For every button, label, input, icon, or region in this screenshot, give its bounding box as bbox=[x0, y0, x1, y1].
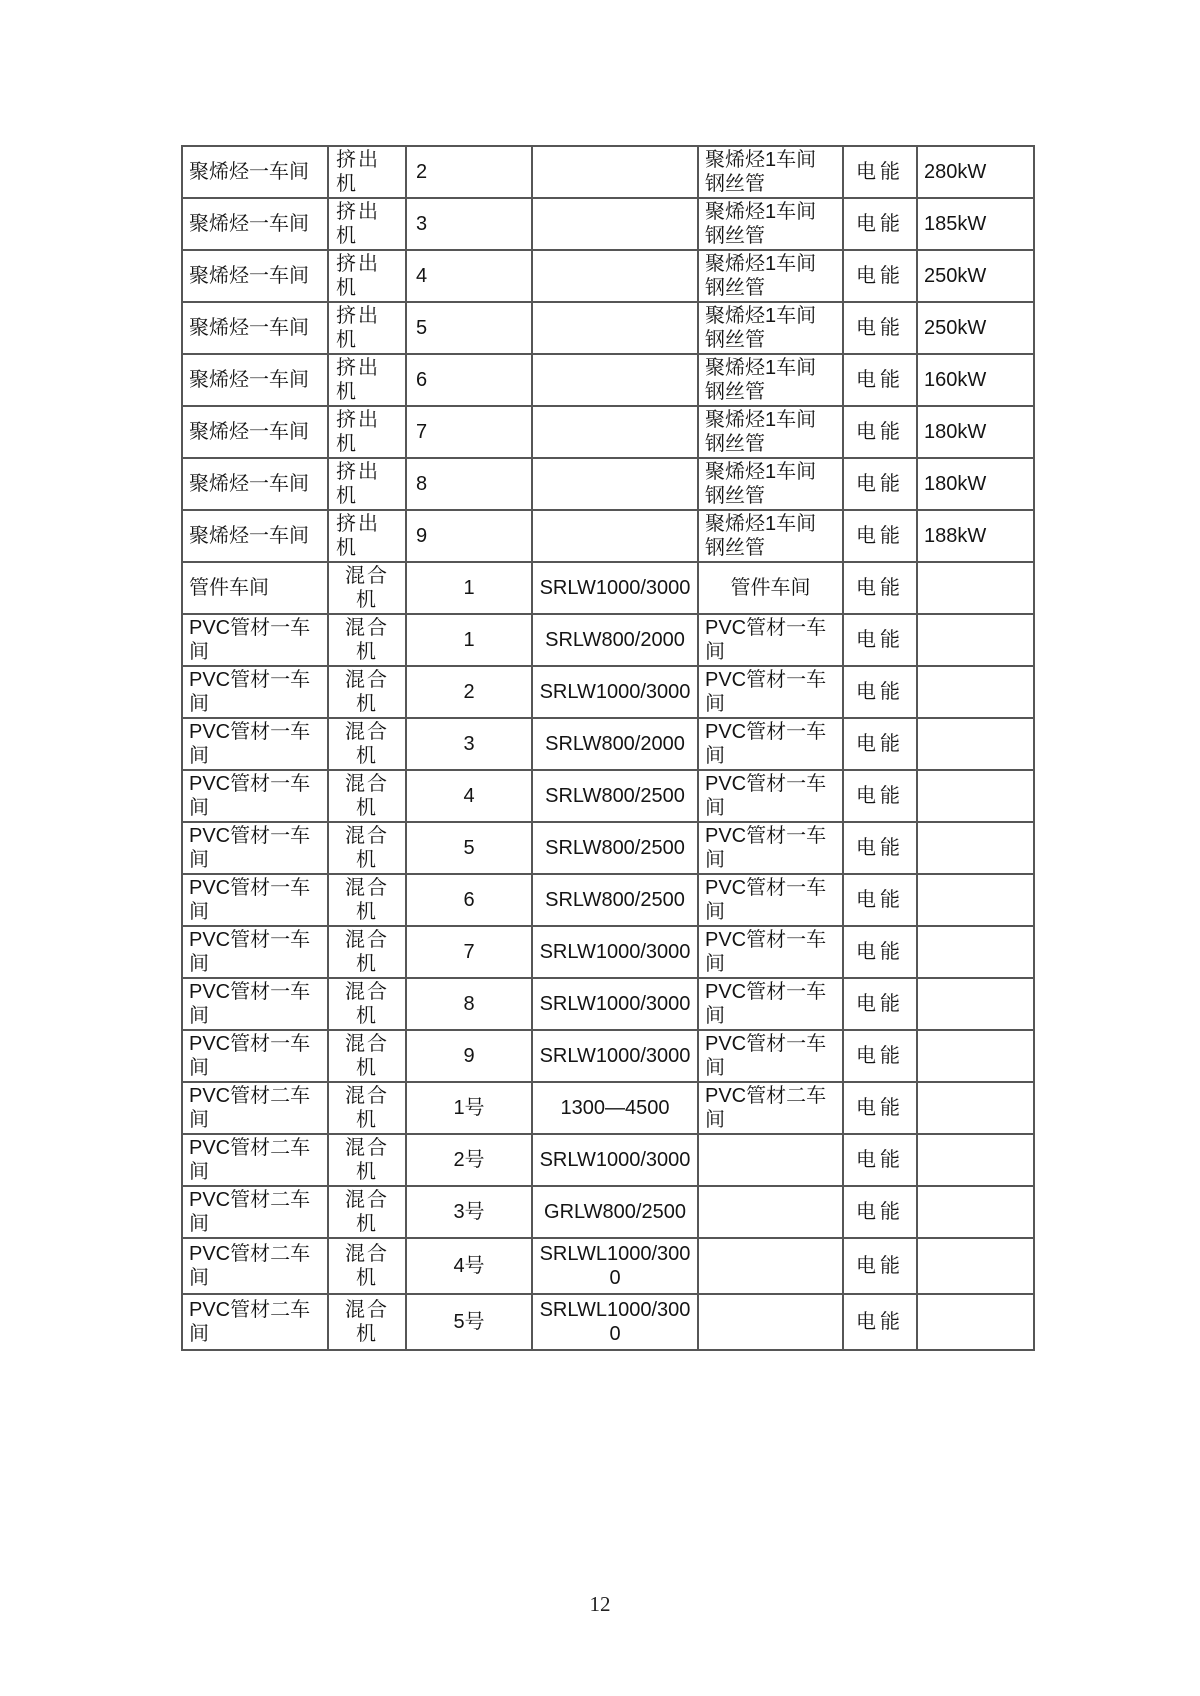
cell-location: PVC管材一车间 bbox=[698, 718, 843, 770]
cell-machine-type: 混合机 bbox=[328, 666, 406, 718]
equipment-table bbox=[181, 145, 1035, 1351]
table-row bbox=[182, 1030, 1034, 1082]
cell-energy-type: 电能 bbox=[843, 666, 917, 718]
cell-location: PVC管材一车间 bbox=[698, 666, 843, 718]
cell-power bbox=[917, 874, 1034, 926]
table-row bbox=[182, 510, 1034, 562]
cell-power bbox=[917, 770, 1034, 822]
cell-machine-type: 混合机 bbox=[328, 1238, 406, 1294]
cell-location: 管件车间 bbox=[698, 562, 843, 614]
cell-number: 6 bbox=[406, 874, 532, 926]
cell-location: PVC管材一车间 bbox=[698, 1030, 843, 1082]
cell-machine-type: 混合机 bbox=[328, 1030, 406, 1082]
cell-location: PVC管材一车间 bbox=[698, 874, 843, 926]
cell-power bbox=[917, 1082, 1034, 1134]
cell-machine-type: 挤出机 bbox=[328, 510, 406, 562]
cell-location: 聚烯烃1车间钢丝管 bbox=[698, 146, 843, 198]
cell-workshop: PVC管材一车间 bbox=[182, 718, 328, 770]
cell-power: 250kW bbox=[917, 302, 1034, 354]
cell-energy-type: 电能 bbox=[843, 770, 917, 822]
table-row bbox=[182, 1186, 1034, 1238]
table-row bbox=[182, 354, 1034, 406]
table-row bbox=[182, 666, 1034, 718]
cell-location bbox=[698, 1238, 843, 1294]
cell-workshop: PVC管材二车间 bbox=[182, 1294, 328, 1350]
table-row bbox=[182, 1082, 1034, 1134]
cell-power bbox=[917, 822, 1034, 874]
cell-number: 8 bbox=[406, 978, 532, 1030]
cell-machine-type: 混合机 bbox=[328, 978, 406, 1030]
cell-number: 2 bbox=[406, 666, 532, 718]
page-number: 12 bbox=[589, 1592, 611, 1616]
cell-model: SRLW1000/3000 bbox=[532, 562, 698, 614]
cell-workshop: 聚烯烃一车间 bbox=[182, 302, 328, 354]
cell-machine-type: 混合机 bbox=[328, 1294, 406, 1350]
cell-number: 1 bbox=[406, 614, 532, 666]
cell-energy-type: 电能 bbox=[843, 1082, 917, 1134]
cell-model: SRLW800/2500 bbox=[532, 770, 698, 822]
cell-power: 160kW bbox=[917, 354, 1034, 406]
cell-model bbox=[532, 458, 698, 510]
cell-energy-type: 电能 bbox=[843, 978, 917, 1030]
cell-power: 280kW bbox=[917, 146, 1034, 198]
table-row bbox=[182, 926, 1034, 978]
cell-machine-type: 挤出机 bbox=[328, 354, 406, 406]
cell-energy-type: 电能 bbox=[843, 146, 917, 198]
table-row bbox=[182, 978, 1034, 1030]
cell-power: 180kW bbox=[917, 406, 1034, 458]
cell-power bbox=[917, 562, 1034, 614]
cell-number: 2号 bbox=[406, 1134, 532, 1186]
cell-model bbox=[532, 250, 698, 302]
cell-power: 180kW bbox=[917, 458, 1034, 510]
cell-model: SRLW1000/3000 bbox=[532, 666, 698, 718]
cell-energy-type: 电能 bbox=[843, 406, 917, 458]
cell-energy-type: 电能 bbox=[843, 250, 917, 302]
cell-location: PVC管材一车间 bbox=[698, 770, 843, 822]
cell-location: 聚烯烃1车间钢丝管 bbox=[698, 302, 843, 354]
table-row bbox=[182, 770, 1034, 822]
cell-machine-type: 混合机 bbox=[328, 1186, 406, 1238]
cell-energy-type: 电能 bbox=[843, 302, 917, 354]
cell-model: SRLW1000/3000 bbox=[532, 926, 698, 978]
cell-power bbox=[917, 978, 1034, 1030]
cell-power bbox=[917, 666, 1034, 718]
cell-power bbox=[917, 614, 1034, 666]
cell-model bbox=[532, 302, 698, 354]
cell-location: PVC管材一车间 bbox=[698, 926, 843, 978]
cell-number: 9 bbox=[406, 1030, 532, 1082]
cell-model bbox=[532, 510, 698, 562]
cell-number: 5 bbox=[406, 822, 532, 874]
cell-energy-type: 电能 bbox=[843, 926, 917, 978]
cell-model: SRLW800/2500 bbox=[532, 874, 698, 926]
cell-number: 3 bbox=[406, 198, 532, 250]
cell-location bbox=[698, 1186, 843, 1238]
cell-number: 5 bbox=[406, 302, 532, 354]
cell-power bbox=[917, 1238, 1034, 1294]
cell-energy-type: 电能 bbox=[843, 1030, 917, 1082]
cell-workshop: 聚烯烃一车间 bbox=[182, 354, 328, 406]
cell-machine-type: 混合机 bbox=[328, 926, 406, 978]
cell-machine-type: 挤出机 bbox=[328, 146, 406, 198]
cell-number: 8 bbox=[406, 458, 532, 510]
cell-number: 9 bbox=[406, 510, 532, 562]
cell-model: SRLW1000/3000 bbox=[532, 978, 698, 1030]
cell-number: 4 bbox=[406, 250, 532, 302]
table-row bbox=[182, 146, 1034, 198]
cell-workshop: 聚烯烃一车间 bbox=[182, 406, 328, 458]
cell-workshop: PVC管材一车间 bbox=[182, 666, 328, 718]
cell-workshop: PVC管材一车间 bbox=[182, 614, 328, 666]
cell-location bbox=[698, 1294, 843, 1350]
cell-machine-type: 混合机 bbox=[328, 1134, 406, 1186]
cell-power bbox=[917, 718, 1034, 770]
cell-machine-type: 混合机 bbox=[328, 718, 406, 770]
cell-power bbox=[917, 1030, 1034, 1082]
cell-model: SRLW1000/3000 bbox=[532, 1030, 698, 1082]
table-row bbox=[182, 458, 1034, 510]
cell-workshop: PVC管材一车间 bbox=[182, 822, 328, 874]
table-row bbox=[182, 822, 1034, 874]
cell-model: GRLW800/2500 bbox=[532, 1186, 698, 1238]
cell-number: 7 bbox=[406, 406, 532, 458]
cell-location: PVC管材一车间 bbox=[698, 822, 843, 874]
cell-location: 聚烯烃1车间钢丝管 bbox=[698, 458, 843, 510]
cell-machine-type: 混合机 bbox=[328, 614, 406, 666]
cell-workshop: 管件车间 bbox=[182, 562, 328, 614]
cell-energy-type: 电能 bbox=[843, 510, 917, 562]
table-row bbox=[182, 1238, 1034, 1294]
equipment-table-body bbox=[182, 146, 1034, 1350]
cell-model bbox=[532, 146, 698, 198]
cell-location: PVC管材一车间 bbox=[698, 614, 843, 666]
cell-machine-type: 挤出机 bbox=[328, 458, 406, 510]
cell-model: SRLW800/2500 bbox=[532, 822, 698, 874]
cell-power bbox=[917, 1294, 1034, 1350]
table-row bbox=[182, 250, 1034, 302]
cell-energy-type: 电能 bbox=[843, 1238, 917, 1294]
table-row bbox=[182, 874, 1034, 926]
cell-energy-type: 电能 bbox=[843, 614, 917, 666]
cell-number: 4 bbox=[406, 770, 532, 822]
cell-model: SRLWL1000/3000 bbox=[532, 1238, 698, 1294]
cell-machine-type: 挤出机 bbox=[328, 302, 406, 354]
cell-workshop: PVC管材一车间 bbox=[182, 926, 328, 978]
cell-machine-type: 挤出机 bbox=[328, 198, 406, 250]
cell-location: 聚烯烃1车间钢丝管 bbox=[698, 510, 843, 562]
cell-machine-type: 混合机 bbox=[328, 874, 406, 926]
table-row bbox=[182, 718, 1034, 770]
cell-energy-type: 电能 bbox=[843, 562, 917, 614]
cell-workshop: 聚烯烃一车间 bbox=[182, 458, 328, 510]
cell-workshop: PVC管材二车间 bbox=[182, 1082, 328, 1134]
cell-workshop: 聚烯烃一车间 bbox=[182, 198, 328, 250]
cell-energy-type: 电能 bbox=[843, 458, 917, 510]
table-row bbox=[182, 302, 1034, 354]
cell-number: 4号 bbox=[406, 1238, 532, 1294]
cell-workshop: PVC管材一车间 bbox=[182, 874, 328, 926]
cell-machine-type: 挤出机 bbox=[328, 406, 406, 458]
cell-number: 3号 bbox=[406, 1186, 532, 1238]
cell-energy-type: 电能 bbox=[843, 1134, 917, 1186]
cell-model bbox=[532, 354, 698, 406]
table-row bbox=[182, 562, 1034, 614]
cell-power: 185kW bbox=[917, 198, 1034, 250]
cell-workshop: 聚烯烃一车间 bbox=[182, 146, 328, 198]
cell-machine-type: 挤出机 bbox=[328, 250, 406, 302]
cell-workshop: PVC管材一车间 bbox=[182, 1030, 328, 1082]
table-row bbox=[182, 614, 1034, 666]
cell-energy-type: 电能 bbox=[843, 198, 917, 250]
cell-machine-type: 混合机 bbox=[328, 1082, 406, 1134]
cell-power bbox=[917, 1186, 1034, 1238]
cell-number: 7 bbox=[406, 926, 532, 978]
cell-location: 聚烯烃1车间钢丝管 bbox=[698, 406, 843, 458]
cell-model: 1300—4500 bbox=[532, 1082, 698, 1134]
table-row bbox=[182, 1134, 1034, 1186]
cell-location bbox=[698, 1134, 843, 1186]
cell-number: 3 bbox=[406, 718, 532, 770]
cell-power bbox=[917, 1134, 1034, 1186]
cell-model: SRLWL1000/3000 bbox=[532, 1294, 698, 1350]
cell-workshop: 聚烯烃一车间 bbox=[182, 250, 328, 302]
cell-energy-type: 电能 bbox=[843, 354, 917, 406]
cell-number: 1号 bbox=[406, 1082, 532, 1134]
cell-energy-type: 电能 bbox=[843, 1294, 917, 1350]
cell-location: PVC管材二车间 bbox=[698, 1082, 843, 1134]
cell-workshop: PVC管材二车间 bbox=[182, 1134, 328, 1186]
cell-number: 5号 bbox=[406, 1294, 532, 1350]
cell-model: SRLW800/2000 bbox=[532, 614, 698, 666]
cell-location: 聚烯烃1车间钢丝管 bbox=[698, 250, 843, 302]
cell-number: 1 bbox=[406, 562, 532, 614]
cell-energy-type: 电能 bbox=[843, 1186, 917, 1238]
cell-energy-type: 电能 bbox=[843, 874, 917, 926]
cell-machine-type: 混合机 bbox=[328, 770, 406, 822]
cell-workshop: PVC管材一车间 bbox=[182, 978, 328, 1030]
cell-number: 2 bbox=[406, 146, 532, 198]
cell-model bbox=[532, 406, 698, 458]
cell-energy-type: 电能 bbox=[843, 718, 917, 770]
cell-workshop: PVC管材二车间 bbox=[182, 1238, 328, 1294]
cell-model: SRLW800/2000 bbox=[532, 718, 698, 770]
cell-machine-type: 混合机 bbox=[328, 822, 406, 874]
cell-workshop: PVC管材二车间 bbox=[182, 1186, 328, 1238]
cell-location: 聚烯烃1车间钢丝管 bbox=[698, 198, 843, 250]
table-row bbox=[182, 198, 1034, 250]
cell-number: 6 bbox=[406, 354, 532, 406]
table-row bbox=[182, 1294, 1034, 1350]
cell-energy-type: 电能 bbox=[843, 822, 917, 874]
cell-location: PVC管材一车间 bbox=[698, 978, 843, 1030]
cell-model bbox=[532, 198, 698, 250]
cell-workshop: 聚烯烃一车间 bbox=[182, 510, 328, 562]
cell-power bbox=[917, 926, 1034, 978]
cell-model: SRLW1000/3000 bbox=[532, 1134, 698, 1186]
cell-workshop: PVC管材一车间 bbox=[182, 770, 328, 822]
cell-power: 250kW bbox=[917, 250, 1034, 302]
cell-power: 188kW bbox=[917, 510, 1034, 562]
table-row bbox=[182, 406, 1034, 458]
cell-location: 聚烯烃1车间钢丝管 bbox=[698, 354, 843, 406]
cell-machine-type: 混合机 bbox=[328, 562, 406, 614]
